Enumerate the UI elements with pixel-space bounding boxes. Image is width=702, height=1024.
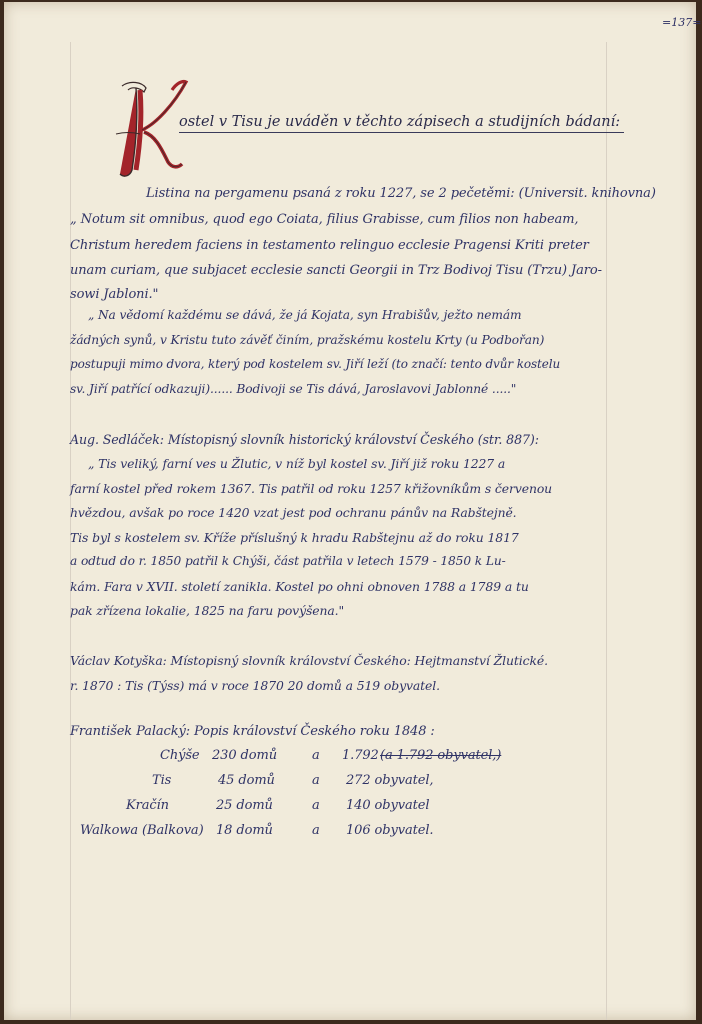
kotyska-heading: Václav Kotyška: Místopisný slovník království Českého: Hejtmanství Žlutické. bbox=[70, 653, 548, 668]
title-text: ostel v Tisu je uváděn v těchto zápisech a studijních bádaní: bbox=[179, 114, 621, 130]
sedlacek-line: „ Tis veliký, farní ves u Žlutic, v níž byl kostel sv. Jiří již roku 1227 a bbox=[88, 456, 506, 471]
latin-line: sowi Jabloni." bbox=[70, 287, 159, 302]
czech-line: žádných synů, v Kristu tuto závěť činím, pražskému kostelu Krty (u Podbořan) bbox=[70, 333, 545, 347]
sedlacek-line: kám. Fara v XVII. století zanikla. Kostel po ohni obnoven 1788 a 1789 a tu bbox=[70, 579, 529, 594]
kotyska-line: r. 1870 : Tis (Týss) má v roce 1870 20 domů a 519 obyvatel. bbox=[70, 678, 440, 693]
manuscript-page bbox=[4, 2, 702, 1020]
palacky-houses: 25 domů bbox=[216, 798, 273, 813]
palacky-houses: 45 domů bbox=[218, 773, 275, 788]
sedlacek-line: farní kostel před rokem 1367. Tis patřil od roku 1257 křižovníkům s červenou bbox=[70, 481, 553, 496]
latin-line: „ Notum sit omnibus, quod ego Coiata, filius Grabisse, cum filios non habeam, bbox=[70, 212, 579, 227]
latin-line: unam curiam, que subjacet ecclesie sancti Georgii in Trz Bodivoj Tisu (Trzu) Jaro- bbox=[70, 263, 602, 278]
palacky-and: a bbox=[312, 773, 320, 788]
palacky-pop: 106 obyvatel. bbox=[346, 823, 434, 838]
palacky-place: Kračín bbox=[126, 798, 169, 813]
sedlacek-heading: Aug. Sedláček: Místopisný slovník historický království Českého (str. 887): bbox=[70, 432, 539, 447]
palacky-pop: 272 obyvatel, bbox=[346, 773, 434, 788]
palacky-note-struck: (a 1.792 obyvatel,) bbox=[380, 748, 502, 763]
latin-line: Christum heredem faciens in testamento relinguo ecclesie Pragensi Kriti preter bbox=[70, 238, 589, 253]
palacky-and: a bbox=[312, 798, 320, 813]
czech-line: sv. Jiří patřící odkazuji)...... Bodivoji se Tis dává, Jaroslavovi Jablonné ....." bbox=[70, 382, 517, 396]
page-number: =137= bbox=[662, 16, 702, 29]
palacky-pop: 140 obyvatel bbox=[346, 798, 430, 813]
palacky-pop: 1.792 bbox=[342, 748, 379, 763]
palacky-and: a bbox=[312, 823, 320, 838]
palacky-heading: František Palacký: Popis království Českého roku 1848 : bbox=[70, 724, 435, 739]
czech-line: postupuji mimo dvora, který pod kostelem sv. Jiří leží (to značí: tento dvůr kostelu bbox=[70, 357, 561, 371]
palacky-place: Walkowa (Balkova) bbox=[80, 823, 204, 838]
sedlacek-line: a odtud do r. 1850 patřil k Chýši, část patřila v letech 1579 - 1850 k Lu- bbox=[70, 554, 506, 568]
palacky-place: Chýše bbox=[160, 748, 200, 763]
sedlacek-line: hvězdou, avšak po roce 1420 vzat jest pod ochranu pánův na Rabštejně. bbox=[70, 505, 517, 520]
palacky-houses: 230 domů bbox=[212, 748, 277, 763]
sedlacek-line: Tis byl s kostelem sv. Kříže příslušný k hradu Rabštejnu až do roku 1817 bbox=[70, 530, 519, 545]
palacky-place: Tis bbox=[152, 773, 172, 788]
czech-line: „ Na vědomí každému se dává, že já Kojata, syn Hrabišův, ježto nemám bbox=[88, 308, 522, 322]
charter-intro: Listina na pergamenu psaná z roku 1227, se 2 pečetěmi: (Universit. knihovna) bbox=[146, 186, 656, 201]
sedlacek-line: pak zřízena lokalie, 1825 na faru povýšena." bbox=[70, 603, 345, 618]
title-underline bbox=[179, 132, 624, 133]
palacky-houses: 18 domů bbox=[216, 823, 273, 838]
page-title bbox=[179, 114, 620, 130]
palacky-and: a bbox=[312, 748, 320, 763]
